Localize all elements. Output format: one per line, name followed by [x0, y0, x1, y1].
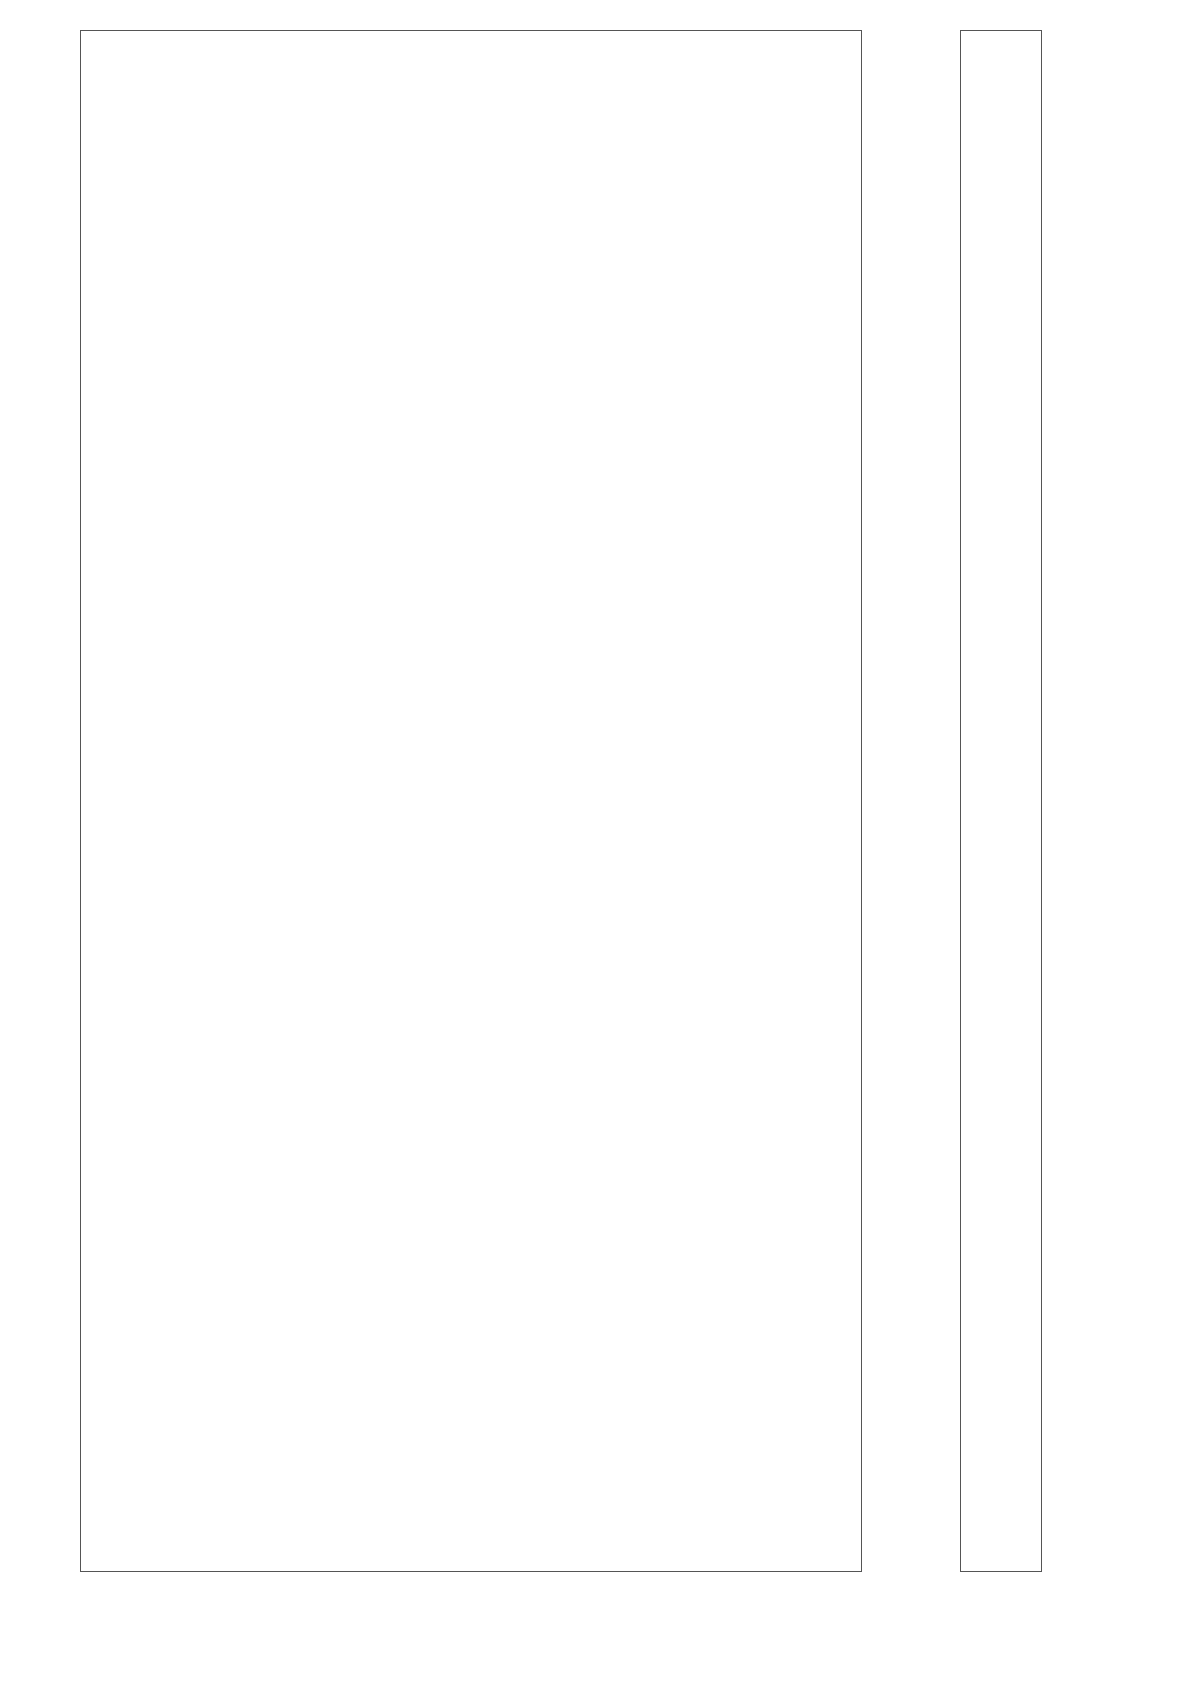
table-region — [80, 30, 862, 1572]
summary-table-region — [960, 30, 1042, 1572]
